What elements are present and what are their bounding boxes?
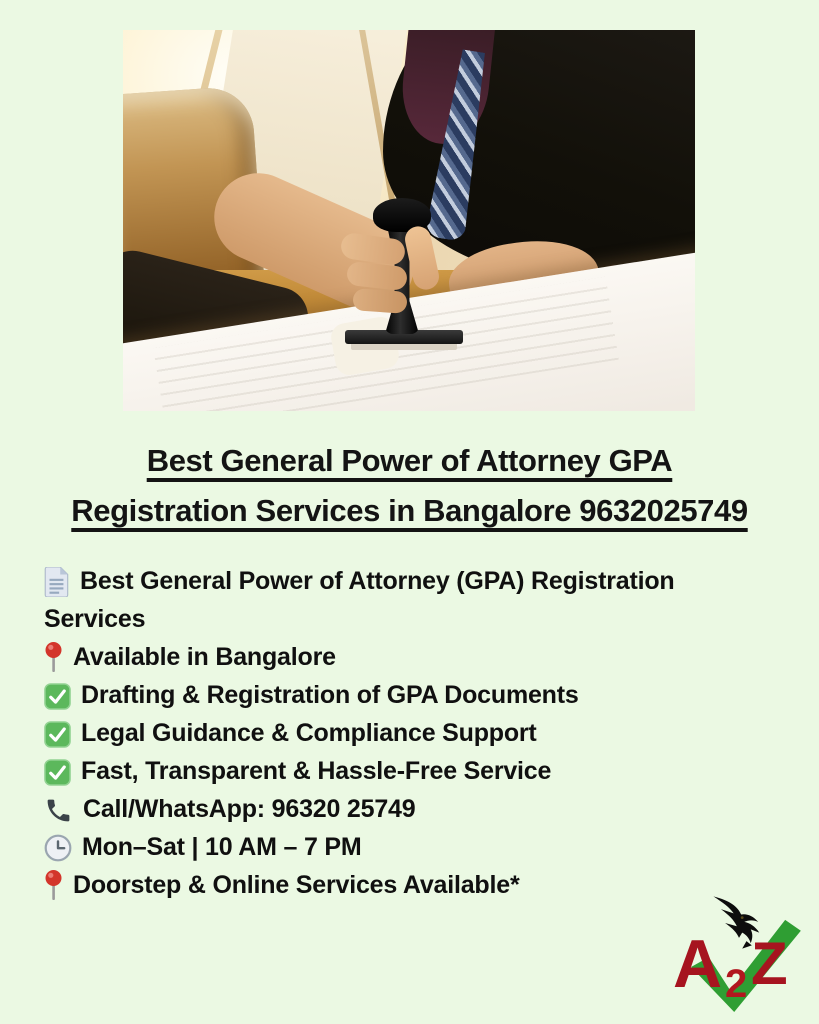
a2z-logo bbox=[673, 898, 805, 1016]
list-item bbox=[44, 828, 780, 866]
check-icon bbox=[44, 759, 71, 786]
feature-list bbox=[44, 562, 780, 904]
clock-icon bbox=[44, 834, 72, 862]
phone-icon bbox=[44, 796, 73, 825]
hero-photo bbox=[123, 30, 695, 411]
logo-letter-a: A bbox=[673, 926, 723, 1002]
list-item-text: Doorstep & Online Services Available* bbox=[73, 871, 520, 899]
list-item-text: Best General Power of Attorney (GPA) Registration Services bbox=[44, 567, 675, 633]
page-title-line2: Registration Services in Bangalore 9632025749 bbox=[71, 493, 748, 528]
document-icon bbox=[44, 567, 70, 597]
photo-finger bbox=[352, 288, 407, 314]
logo-eagle-icon bbox=[707, 894, 771, 952]
page-title-line1: Best General Power of Attorney GPA bbox=[146, 443, 673, 478]
list-item-text: Legal Guidance & Compliance Support bbox=[81, 719, 537, 747]
list-item bbox=[44, 866, 780, 904]
list-item-text: Available in Bangalore bbox=[73, 643, 336, 671]
logo-digit-2: 2 bbox=[725, 962, 748, 1006]
list-item-text: Fast, Transparent & Hassle-Free Service bbox=[81, 757, 552, 785]
list-item bbox=[44, 676, 780, 714]
list-item-text: Mon–Sat | 10 AM – 7 PM bbox=[82, 833, 362, 861]
list-item bbox=[44, 562, 780, 638]
page-title bbox=[0, 436, 819, 536]
check-icon bbox=[44, 721, 71, 748]
list-item bbox=[44, 714, 780, 752]
list-item bbox=[44, 638, 780, 676]
list-item bbox=[44, 752, 780, 790]
pin-icon bbox=[44, 641, 63, 675]
list-item-text: Drafting & Registration of GPA Documents bbox=[81, 681, 579, 709]
logo-letter-z: Z bbox=[751, 930, 788, 997]
pin-icon bbox=[44, 869, 63, 903]
check-icon bbox=[44, 683, 71, 710]
list-item bbox=[44, 790, 780, 828]
list-item-text: Call/WhatsApp: 96320 25749 bbox=[83, 795, 416, 823]
